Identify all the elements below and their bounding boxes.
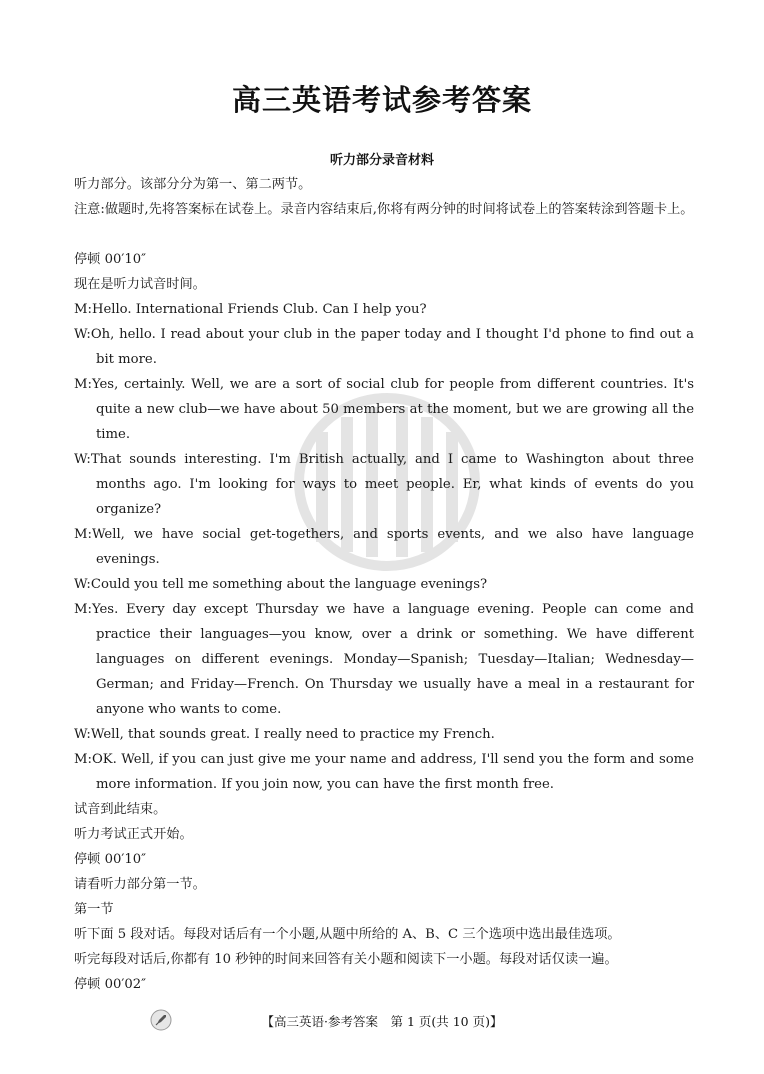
paragraph: 听力部分。该部分分为第一、第二两节。 [74,177,312,192]
dialogue-line: W:Well, that sounds great. I really need to practice my French. [74,727,495,742]
dialogue-line: W:That sounds interesting. I'm British actually, and I came to Washington about three months ago. I'm looking for ways to meet people. Er, what kinds of events do you organize? [74,452,694,517]
section-label: 第一节 [74,902,114,917]
pause-marker: 停顿 00′02″ [74,977,147,992]
paragraph: 请看听力部分第一节。 [74,877,206,892]
paragraph: 注意:做题时,先将答案标在试卷上。录音内容结束后,你将有两分钟的时间将试卷上的答案转涂到答题卡上。 [74,202,694,217]
dialogue-line: M:Well, we have social get-togethers, and sports events, and we also have language evenings. [74,527,694,567]
dialogue-line: W:Could you tell me something about the language evenings? [74,577,488,592]
dialogue-line: M:OK. Well, if you can just give me your name and address, I'll send you the form and some more information. If you join now, you can have the first month free. [74,752,694,792]
dialogue-line: W:Oh, hello. I read about your club in the paper today and I thought I'd phone to find out a bit more. [74,327,694,367]
paragraph: 现在是听力试音时间。 [74,277,206,292]
page-title: 高三英语考试参考答案 [231,83,532,117]
dialogue-line: M:Yes, certainly. Well, we are a sort of social club for people from different countries. It's quite a new club—we have about 50 members at the moment, but we are growing all the time. [74,377,694,442]
pause-marker: 停顿 00′10″ [74,252,147,267]
dialogue-line: M:Hello. International Friends Club. Can I help you? [74,302,427,317]
section-heading: 听力部分录音材料 [329,153,434,168]
pause-marker: 停顿 00′10″ [74,852,147,867]
document-body [74,172,694,997]
dialogue-line: M:Yes. Every day except Thursday we have a language evening. People can come and practice their languages—you know, over a drink or something. We have different languages on different evenings. Monday—Spanish; Tuesday—Italian; Wednesday—German; and Friday—French. On Thursday we usually have a meal in a restaurant for anyone who wants to come. [74,602,694,717]
paragraph: 试音到此结束。 [74,802,167,817]
page-footer: 【高三英语·参考答案 第 1 页(共 10 页)】 [261,1014,503,1029]
paragraph: 听下面 5 段对话。每段对话后有一个小题,从题中所给的 A、B、C 三个选项中选出最佳选项。 [74,927,621,942]
paragraph: 听力考试正式开始。 [74,827,193,842]
paragraph: 听完每段对话后,你都有 10 秒钟的时间来回答有关小题和阅读下一小题。每段对话仅读一遍。 [74,952,618,967]
